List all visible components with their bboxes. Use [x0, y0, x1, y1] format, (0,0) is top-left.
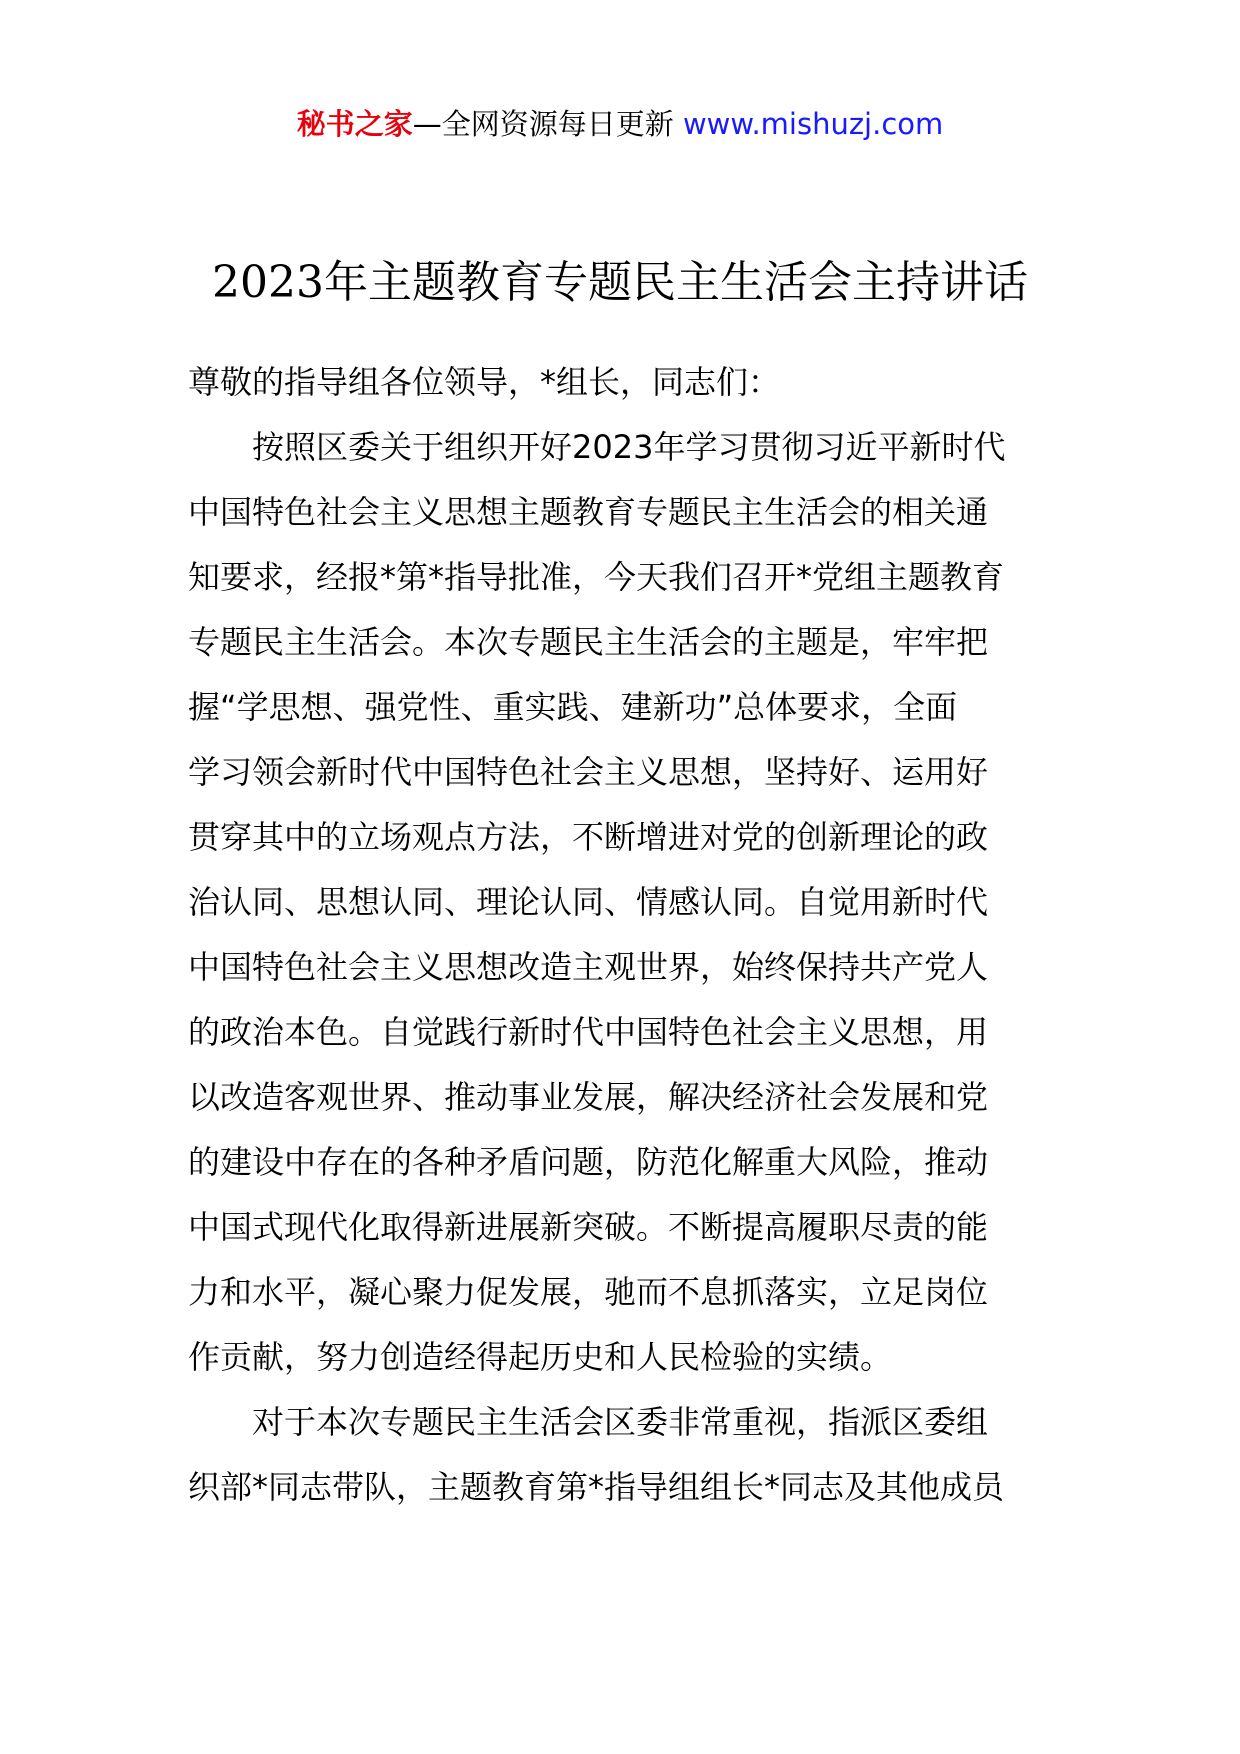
- header-tagline: —全网资源每日更新: [412, 107, 674, 141]
- salutation-line: 尊敬的指导组各位领导，*组长，同志们：: [188, 363, 781, 401]
- paragraph-line: 的政治本色。自觉践行新时代中国特色社会主义思想，用: [188, 1013, 989, 1051]
- paragraph-line: 中国式现代化取得新进展新突破。不断提高履职尽责的能: [188, 1208, 989, 1246]
- site-url-link[interactable]: www.mishuzj.com: [682, 107, 944, 141]
- brand-name: 秘书之家: [296, 107, 413, 141]
- title-text: 年主题教育专题民主生活会主持讲话: [323, 257, 1028, 308]
- paragraph-line: 握“学思想、强党性、重实践、建新功”总体要求，全面: [188, 688, 958, 726]
- paragraph-line: 中国特色社会主义思想改造主观世界，始终保持共产党人: [188, 948, 989, 986]
- title-year: 2023: [212, 257, 324, 308]
- paragraph-line: 作贡献，努力创造经得起历史和人民检验的实绩。: [188, 1338, 893, 1376]
- document-title: [0, 248, 1240, 318]
- site-header: [0, 98, 1240, 150]
- paragraph-line: 以改造客观世界、推动事业发展，解决经济社会发展和党: [188, 1078, 989, 1116]
- paragraph-line: 的建设中存在的各种矛盾问题，防范化解重大风险，推动: [188, 1143, 989, 1181]
- paragraph-line: 按照区委关于组织开好2023年学习贯彻习近平新时代: [252, 428, 1006, 466]
- paragraph-line: 对于本次专题民主生活会区委非常重视，指派区委组: [252, 1403, 989, 1441]
- paragraph-line: 织部*同志带队，主题教育第*指导组组长*同志及其他成员: [188, 1468, 1005, 1506]
- paragraph-line: 中国特色社会主义思想主题教育专题民主生活会的相关通: [188, 493, 989, 531]
- paragraph-line: 力和水平，凝心聚力促发展，驰而不息抓落实，立足岗位: [188, 1273, 989, 1311]
- document-body: [188, 350, 1058, 1520]
- paragraph-line: 学习领会新时代中国特色社会主义思想，坚持好、运用好: [188, 753, 989, 791]
- paragraph-line: 专题民主生活会。本次专题民主生活会的主题是，牢牢把: [188, 623, 989, 661]
- paragraph-line: 知要求，经报*第*指导批准，今天我们召开*党组主题教育: [188, 558, 1005, 596]
- paragraph-line: 贯穿其中的立场观点方法，不断增进对党的创新理论的政: [188, 818, 989, 856]
- paragraph-line: 治认同、思想认同、理论认同、情感认同。自觉用新时代: [188, 883, 989, 921]
